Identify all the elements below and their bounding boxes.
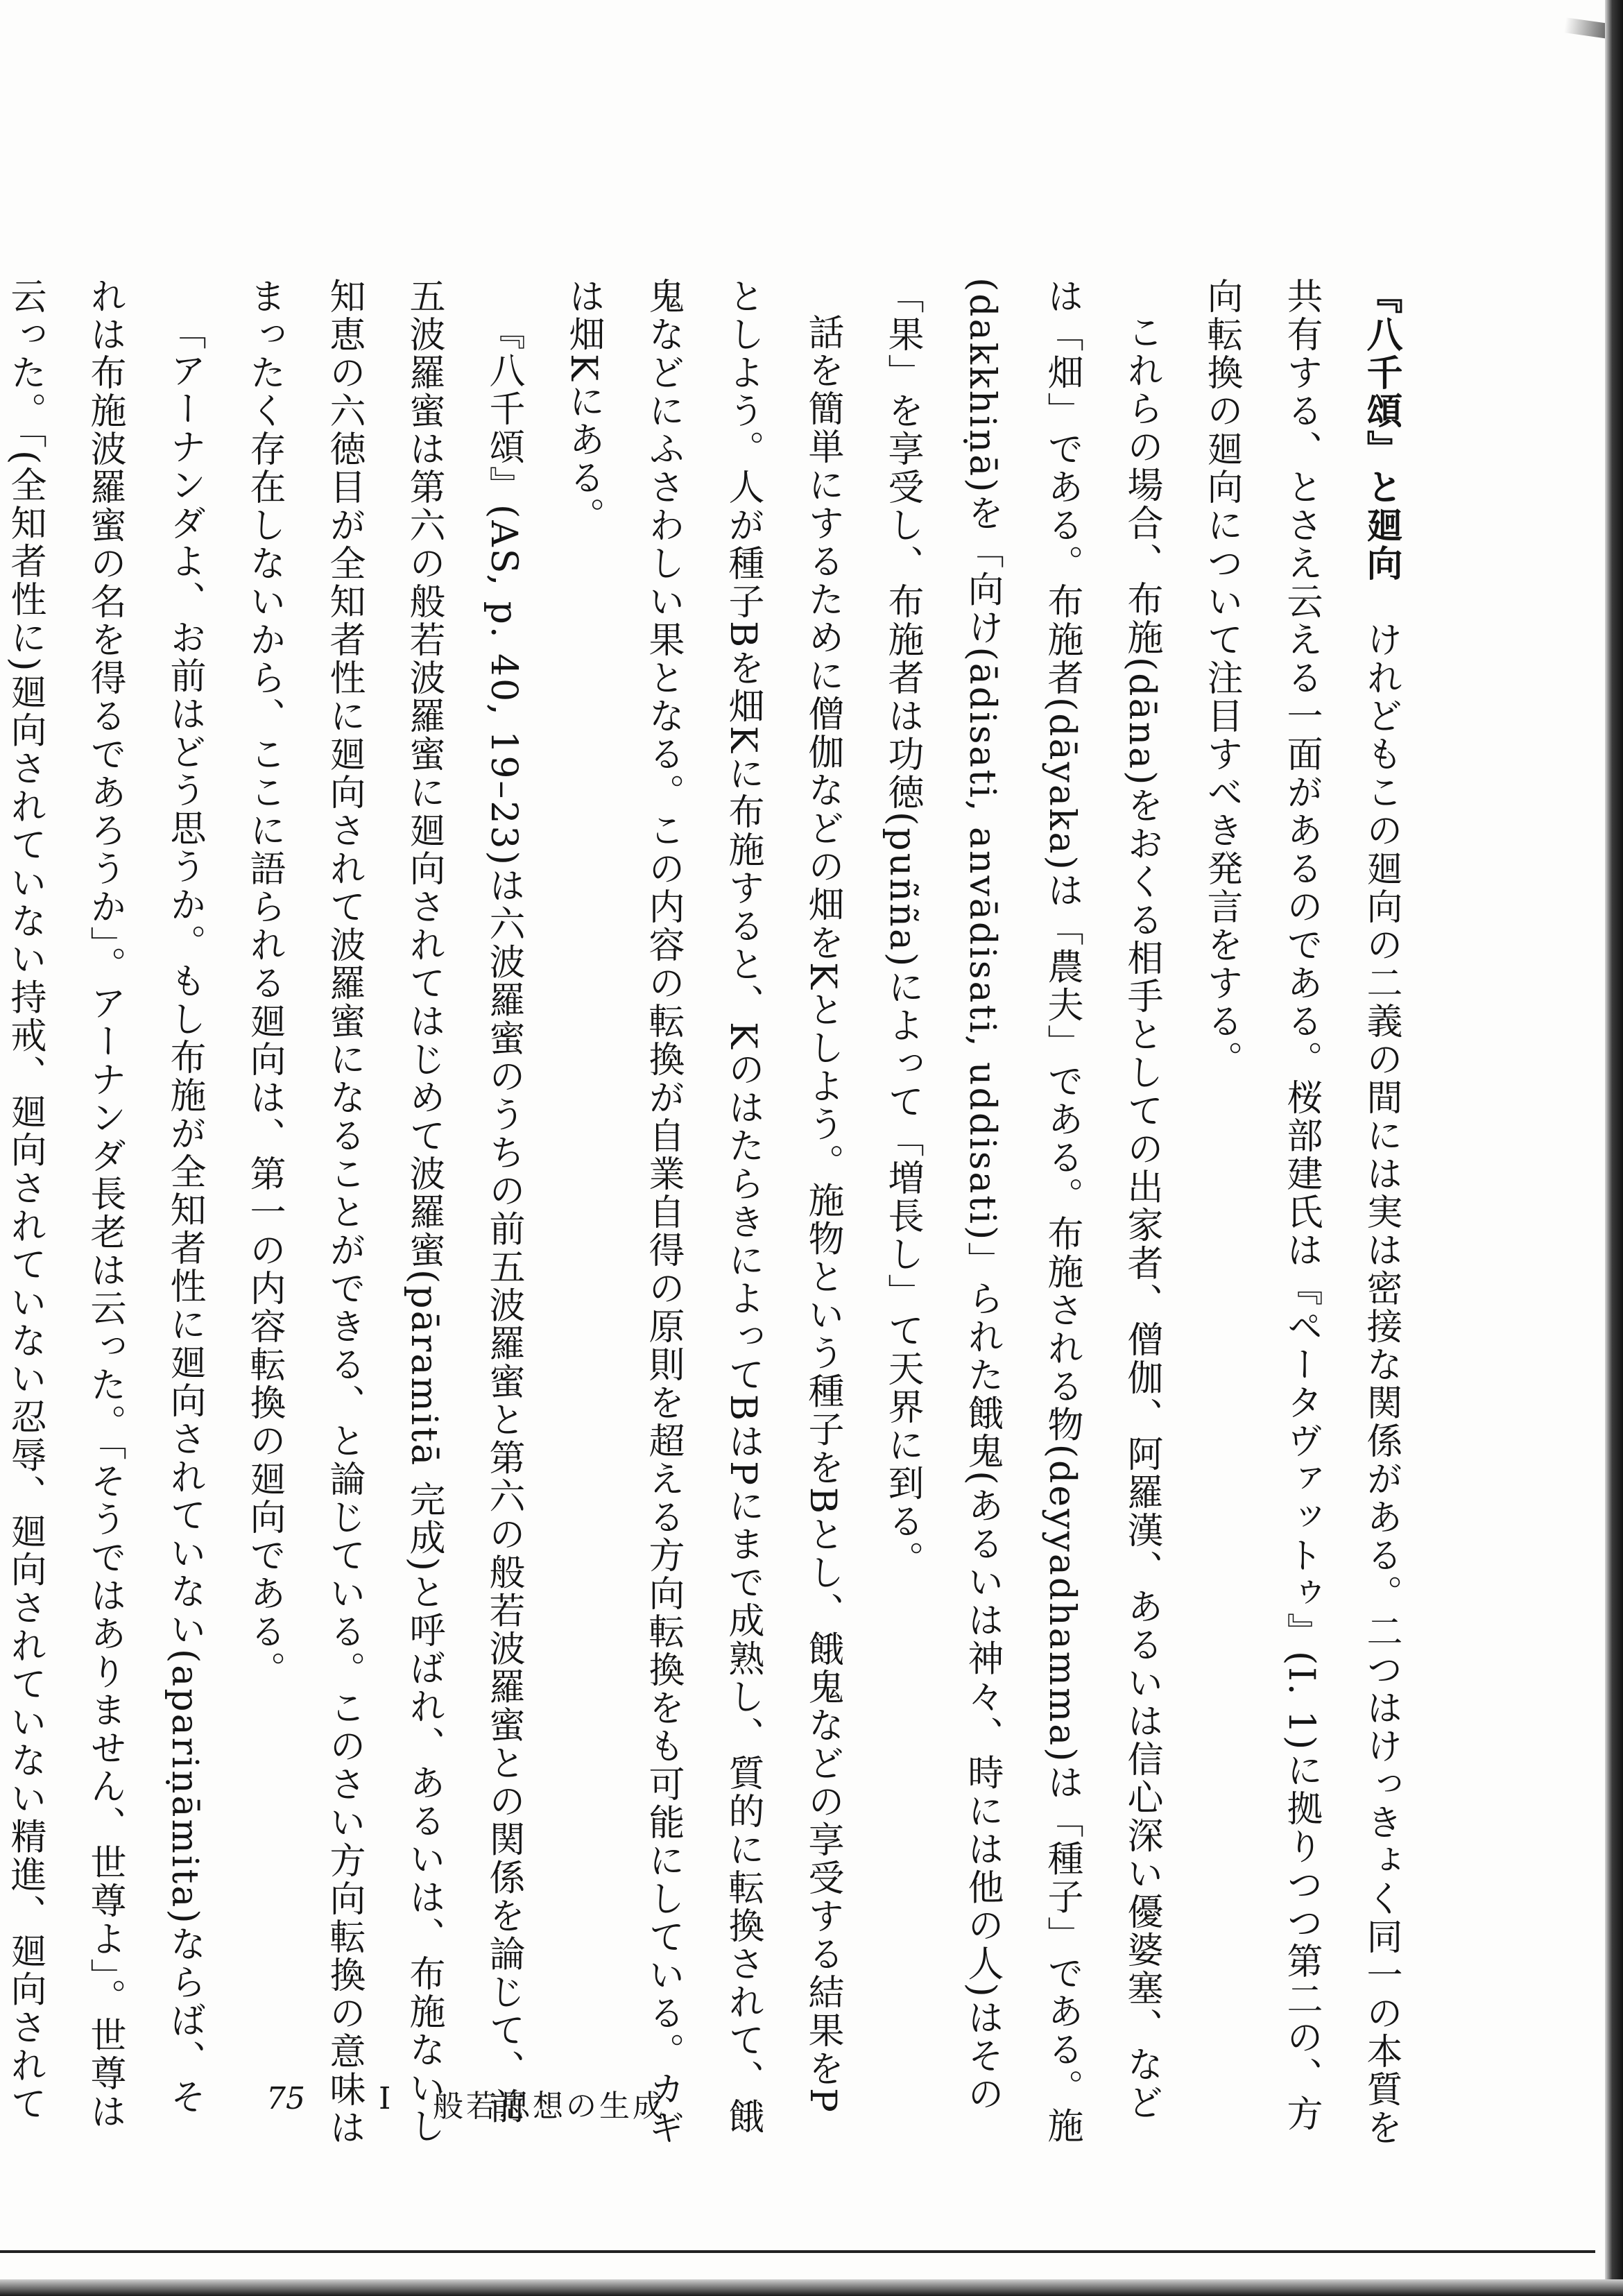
chapter-title: 般若思想の生成 bbox=[433, 2089, 666, 2124]
paragraph-3: 話を簡単にするために僧伽などの畑をKとしよう。施物という種子をBとし、餓鬼などの享受する結果をPとしよう。人が種子Bを畑Kに布施すると、KのはたらきによってBはPにまで成熟し、質的に転換されて、餓鬼などにふさわしい果となる。この内容の転換が自業自得の原則を超える方向転換をも可能にしている。カギは畑Kにある。 bbox=[563, 277, 843, 2147]
paragraph-4: 『八千頌』(AS, p. 40, 19–23)は六波羅蜜のうちの前五波羅蜜と第六の般若波羅蜜との関係を論じて、前五波羅蜜は第六の般若波羅蜜に廻向されてはじめて波羅蜜(pāramitā 完成)と呼ばれ、あるいは、布施ないし知恵の六徳目が全知者性に廻向されて波羅蜜になることができる、と論じている。このさい方向転換の意味はまったく存在しないから、ここに語られる廻向は、第一の内容転換の廻向である。 bbox=[243, 277, 524, 2147]
paragraph-1 bbox=[1181, 277, 1420, 2150]
scan-bottom-edge bbox=[0, 2279, 1623, 2296]
page-number: 75 bbox=[266, 2081, 305, 2116]
section-heading: 『八千頌』と廻向 bbox=[1360, 277, 1402, 583]
scan-bottom-line bbox=[0, 2250, 1595, 2253]
paragraph-2: これらの場合、布施(dāna)をおくる相手としての出家者、僧伽、阿羅漢、あるいは信心深い優婆塞、などは「畑」である。布施者(dāyaka)は「農夫」である。布施される物(deyyadhamma)は「種子」である。施(dakkhiṇā)を「向け(ādisati, anvādisati, uddisati)」られた餓鬼(あるいは神々、時には他の人)はその「果」を享受し、布施者は功徳(puñña)によって「増長し」て天界に到る。 bbox=[882, 277, 1162, 2145]
vertical-text-body bbox=[4, 277, 1420, 2150]
scan-right-edge bbox=[1605, 0, 1623, 2296]
paragraph-5: 「アーナンダよ、お前はどう思うか。もし布施が全知者性に廻向されていない(apariṇāmita)ならば、それは布施波羅蜜の名を得るであろうか」。アーナンダ長老は云った。「そうではありません、世尊よ」。世尊は云った。「(全知者性に)廻向されていない持戒、廻向されていない忍辱、廻向されていない精進、廻向されて bbox=[4, 277, 205, 2131]
paragraph-1-text: けれどもこの廻向の二義の間には実は密接な関係がある。二つはけっきょく同一の本質を共有する、とさえ云える一面があるのである。桜部建氏は『ペータヴァットゥ』(I. 1)に拠りつつ第二の、方向転換の廻向について注目すべき発言をする。 bbox=[1201, 277, 1402, 2147]
part-number: I bbox=[379, 2081, 391, 2116]
